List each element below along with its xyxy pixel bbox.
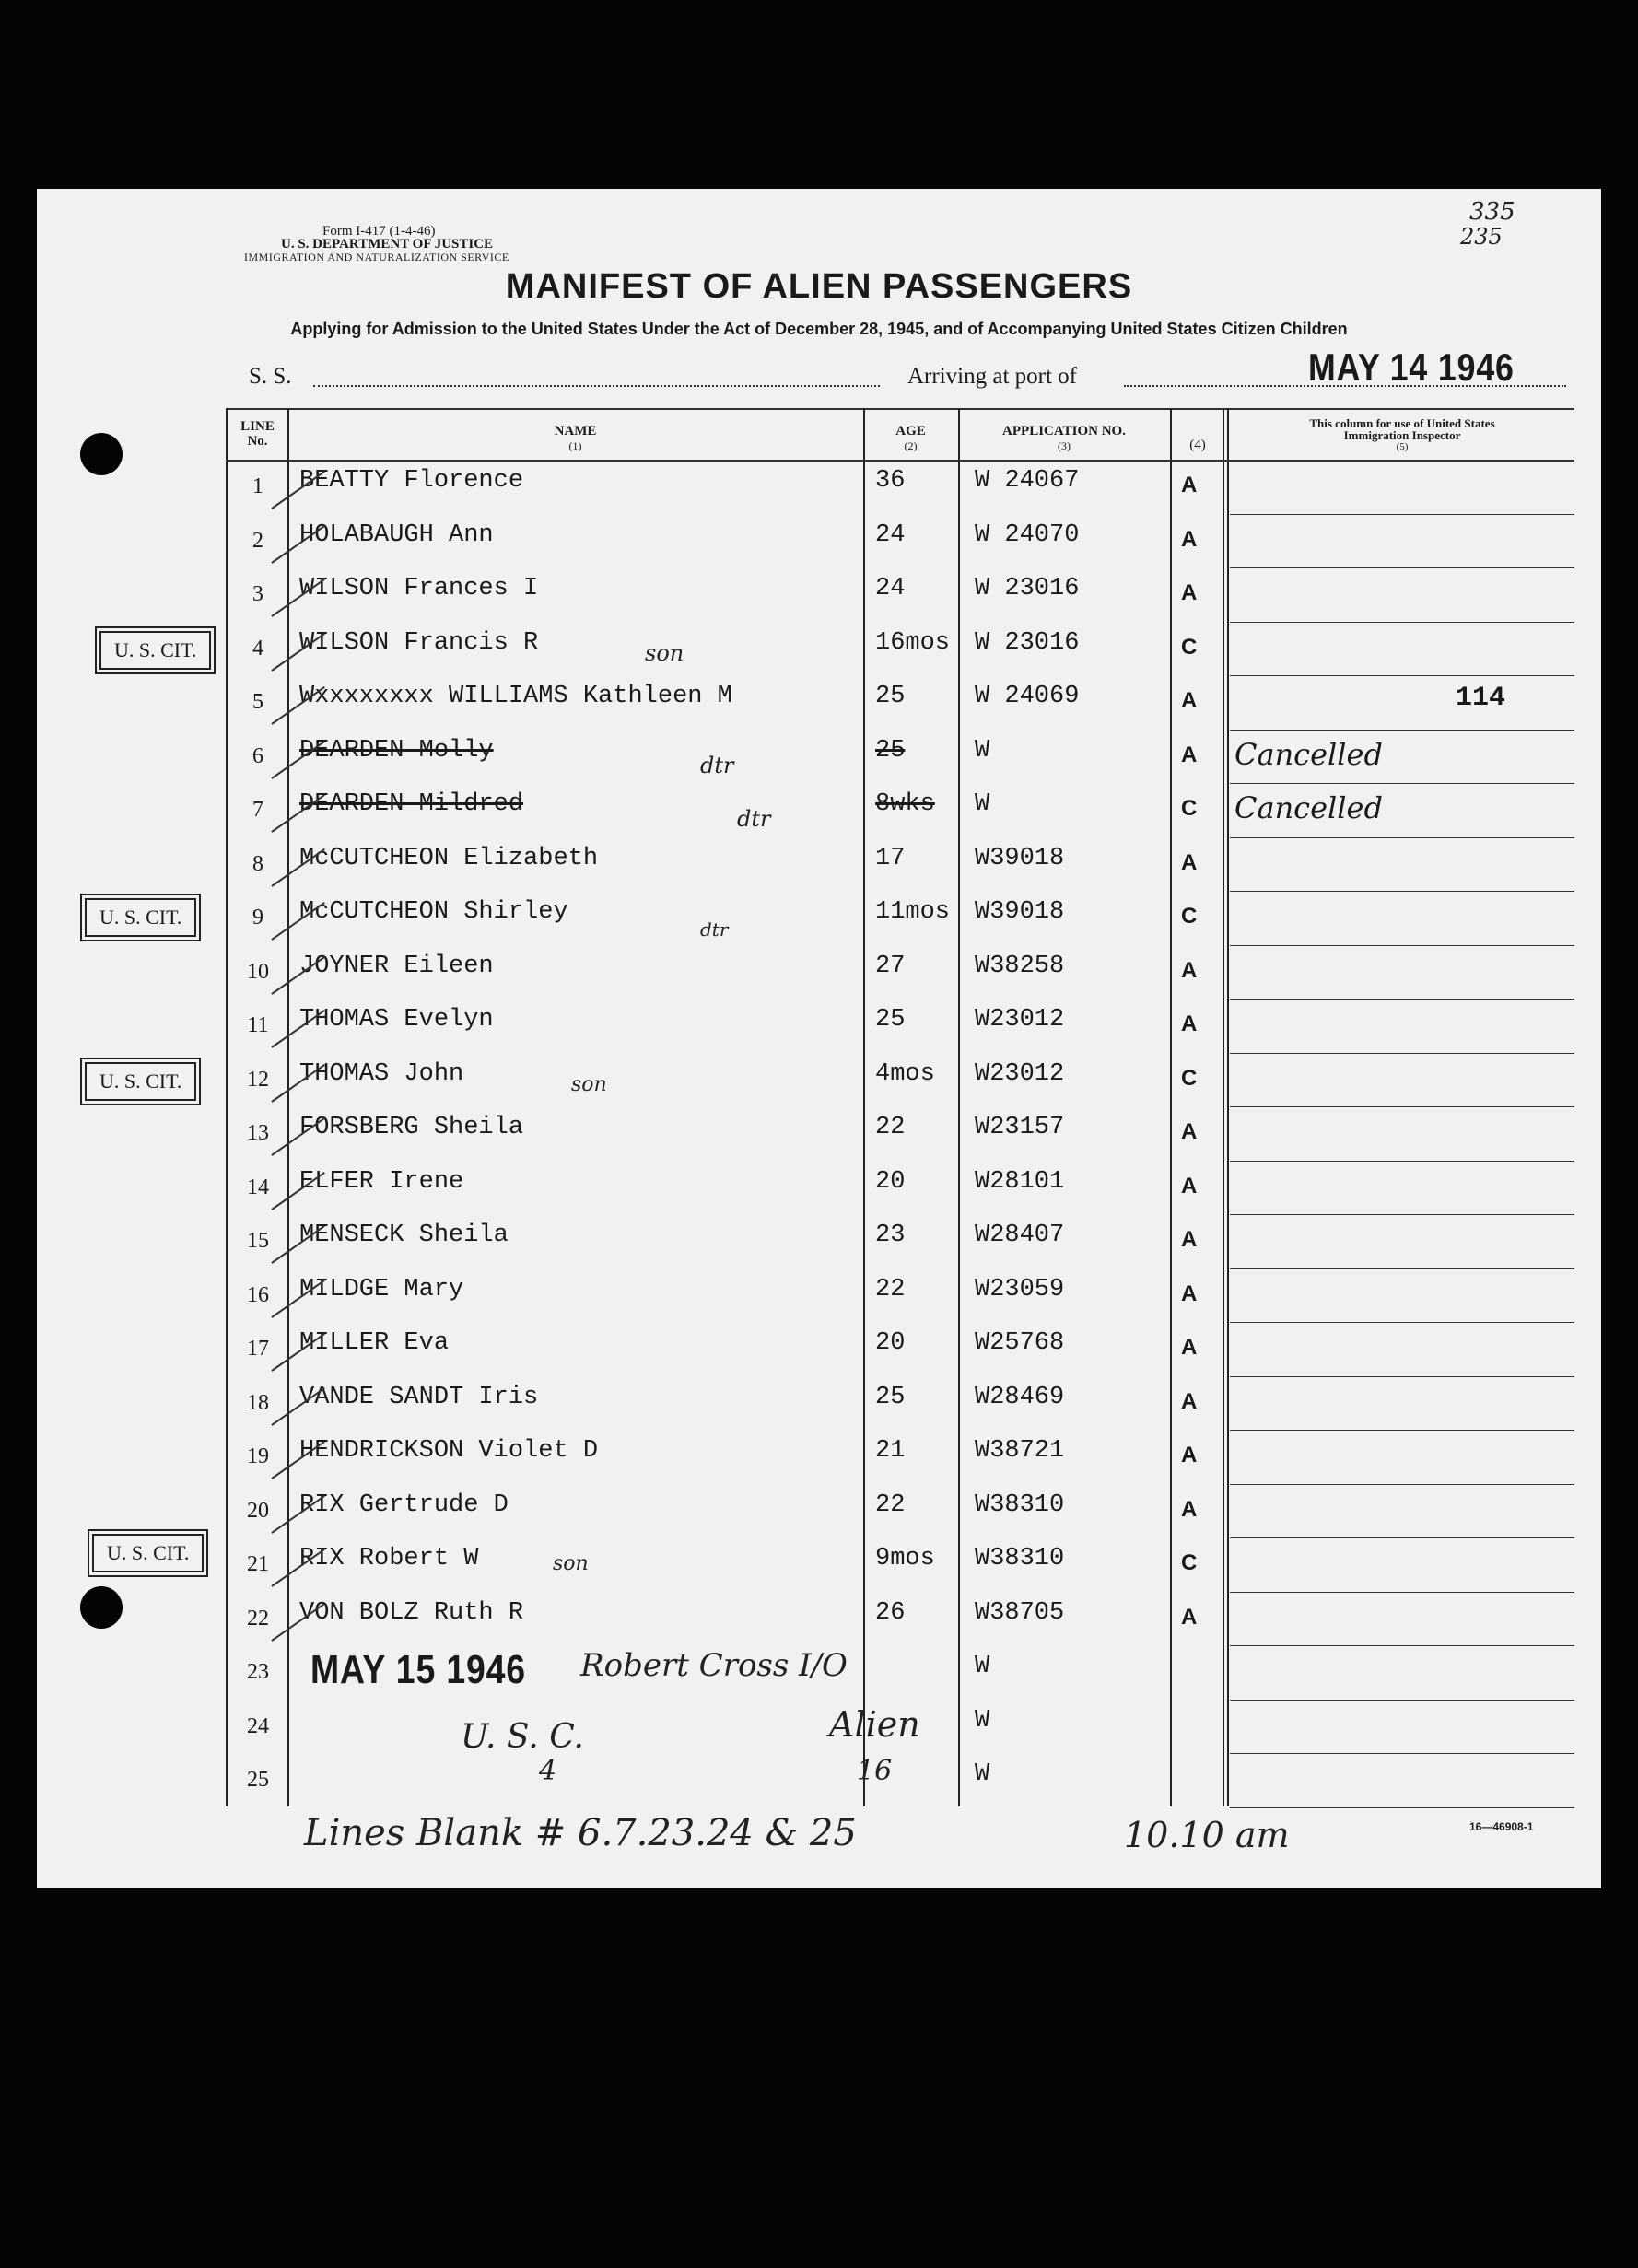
line-number: 6 [252,743,263,768]
line-number: 9 [252,906,263,929]
line-number: 13 [247,1121,269,1145]
status-code: A [1181,1496,1198,1522]
passenger-age: 17 [875,844,906,872]
table-row [37,1703,1601,1757]
passenger-name: DEARDEN Molly [299,736,494,765]
line-number: 25 [247,1768,269,1792]
status-code: C [1181,1550,1198,1575]
status-code: C [1181,796,1198,821]
status-code: A [1181,742,1198,767]
line-number: 23 [247,1660,269,1684]
inspector-signature: Robert Cross I/O [580,1647,848,1684]
application-number: W38310 [975,1545,1065,1572]
inspector-row-rule [1230,1645,1574,1646]
line-number: 11 [247,1013,269,1037]
inspector-row-rule [1230,945,1574,946]
annotation-us-c: U. S. C. [461,1718,584,1756]
inspector-row-rule [1230,1053,1574,1054]
application-number: W 24067 [975,467,1080,495]
passenger-name: JOYNER Eileen [299,952,494,980]
inspector-row-rule [1230,837,1574,838]
col-head-name: NAME (1) [554,424,597,452]
passenger-age: 9mos [875,1545,935,1572]
passenger-name: THOMAS Evelyn [299,1006,494,1034]
footer-code: 16—46908-1 [1469,1820,1534,1833]
application-number: W38310 [975,1491,1065,1519]
passenger-age: 24 [875,575,906,602]
line-number: 20 [247,1498,269,1523]
inspector-row-rule [1230,1322,1574,1323]
col-head-age: AGE (2) [895,424,926,452]
us-cit-stamp: U. S. CIT. [92,1534,204,1572]
line-number: 22 [247,1606,269,1631]
status-code: A [1181,473,1198,497]
inspector-row-rule [1230,1376,1574,1377]
manifest-page [37,189,1601,1888]
col-head-4: (4) [1189,438,1206,452]
passenger-name: HOLABAUGH Ann [299,520,494,549]
status-code: A [1181,1173,1198,1198]
table-row [37,1757,1601,1810]
annotation-lines-blank: Lines Blank # 6.7.23.24 & 25 [304,1812,857,1854]
passenger-name: ELFER Irene [299,1167,464,1196]
passenger-name: McCUTCHEON Shirley [299,898,568,926]
passenger-age: 26 [875,1598,906,1627]
annotation-us-c-count: 4 [539,1755,557,1787]
arrival-date-stamp: MAY 14 1946 [1308,345,1515,389]
application-number: W39018 [975,898,1065,926]
passenger-age: 20 [875,1167,906,1196]
form-subtitle: Applying for Admission to the United States Under the Act of December 28, 1945, and of Accompanying United States Citizen Children [290,320,1348,338]
status-code: A [1181,1388,1198,1414]
application-number: W28101 [975,1167,1065,1196]
boarding-date-stamp: MAY 15 1946 [310,1647,526,1692]
inspector-row-rule [1230,999,1574,1000]
passenger-age: 36 [875,467,906,495]
application-number: W39018 [975,844,1065,872]
status-code: C [1181,1065,1198,1091]
passenger-age: 4mos [875,1059,935,1088]
col-head-app: APPLICATION NO. (3) [1002,424,1126,452]
stamp-number: 335 [1469,198,1515,226]
port-label: Arriving at port of [907,364,1077,389]
passenger-name: DEARDEN Mildred [299,790,524,818]
line-number: 17 [247,1337,269,1361]
inspector-row-rule [1230,891,1574,892]
application-number: W23059 [975,1275,1065,1304]
line-number: 19 [247,1444,269,1468]
department: U. S. DEPARTMENT OF JUSTICE [281,237,494,251]
status-code: A [1181,1119,1198,1144]
application-number: W [975,736,990,765]
passenger-name: HENDRICKSON Violet D [299,1437,599,1465]
inspector-row-rule [1230,783,1574,784]
annotation-dtr: dtr [700,753,734,778]
passenger-name: MILLER Eva [299,1329,450,1357]
passenger-age: 24 [875,520,906,549]
status-code: C [1181,634,1198,660]
inspector-row-rule [1230,1700,1574,1701]
passenger-name: MENSECK Sheila [299,1222,509,1249]
header-bottom-rule [226,460,1574,462]
passenger-name: Wxxxxxxxx WILLIAMS Kathleen M [299,683,732,710]
passenger-age: 25 [875,683,906,710]
inspector-row-rule [1230,1106,1574,1107]
application-number: W38721 [975,1437,1065,1465]
passenger-age: 20 [875,1329,906,1357]
line-number: 10 [247,959,269,984]
application-number: W [975,1706,990,1735]
inspector-row-rule [1230,1753,1574,1754]
passenger-name: RIX Robert W [299,1545,479,1572]
application-number: W 24070 [975,520,1080,549]
passenger-name: McCUTCHEON Elizabeth [299,844,599,872]
inspector-row-rule [1230,1161,1574,1162]
application-number: W23012 [975,1006,1065,1034]
inspector-note: 114 [1456,683,1506,714]
application-number: W28407 [975,1222,1065,1249]
inspector-row-rule [1230,622,1574,623]
inspector-row-rule [1230,514,1574,515]
passenger-name: WILSON Frances I [299,575,539,602]
passenger-name: VANDE SANDT Iris [299,1383,539,1411]
passenger-age: 25 [875,1383,906,1411]
passenger-age: 25 [875,1006,906,1034]
line-number: 14 [247,1175,269,1199]
line-number: 2 [252,528,263,553]
status-code: A [1181,1443,1198,1467]
us-cit-stamp: U. S. CIT. [99,631,211,670]
passenger-name: WILSON Francis R [299,628,539,657]
inspector-row-rule [1230,1268,1574,1269]
status-code: A [1181,526,1198,552]
service: IMMIGRATION AND NATURALIZATION SERVICE [244,251,509,263]
annotation-son: son [571,1073,607,1096]
line-number: 24 [247,1713,269,1738]
status-code: A [1181,1280,1198,1306]
inspector-row-rule [1230,1430,1574,1431]
line-number: 3 [252,582,263,606]
application-number: W23157 [975,1114,1065,1141]
inspector-row-rule [1230,1807,1574,1808]
annotation-dtr: dtr [737,806,771,832]
status-code: A [1181,1227,1198,1252]
passenger-age: 21 [875,1437,906,1465]
passenger-age: 22 [875,1275,906,1304]
line-number: 5 [252,690,263,714]
passenger-age: 8wks [875,790,935,818]
annotation-son: son [645,640,684,666]
annotation-son: son [553,1552,589,1575]
inspector-row-rule [1230,675,1574,676]
inspector-row-rule [1230,567,1574,568]
application-number: W 24069 [975,683,1080,710]
status-code: A [1181,580,1198,605]
inspector-row-rule [1230,1592,1574,1593]
application-number: W [975,790,990,818]
us-cit-stamp: U. S. CIT. [85,898,196,937]
form-title: MANIFEST OF ALIEN PASSENGERS [505,267,1133,306]
status-code: A [1181,1335,1198,1360]
status-code: A [1181,688,1198,713]
inspector-row-rule [1230,1214,1574,1215]
us-cit-stamp: U. S. CIT. [85,1062,196,1101]
application-number: W 23016 [975,628,1080,657]
table-top-rule [226,408,1574,410]
passenger-name: FORSBERG Sheila [299,1114,524,1141]
status-code: A [1181,1604,1198,1630]
inspector-row-rule [1230,730,1574,731]
inspector-note: Cancelled [1234,736,1383,772]
application-number: W38705 [975,1598,1065,1627]
form-id: Form I-417 (1-4-46) [322,224,436,239]
annotation-time: 10.10 am [1124,1815,1290,1855]
line-number: 1 [252,474,263,498]
ss-field[interactable] [313,385,880,387]
line-number: 16 [247,1282,269,1307]
passenger-age: 23 [875,1222,906,1249]
ss-label: S. S. [249,364,292,389]
application-number: W [975,1760,990,1788]
line-number: 18 [247,1390,269,1415]
application-number: W23012 [975,1059,1065,1088]
annotation-alien-count: 16 [857,1755,893,1787]
inspector-row-rule [1230,1484,1574,1485]
passenger-age: 11mos [875,898,951,926]
status-code: A [1181,1011,1198,1036]
application-number: W28469 [975,1383,1065,1411]
annotation-dtr: dtr [700,918,729,941]
status-code: A [1181,957,1198,983]
line-number: 21 [247,1552,269,1576]
application-number: W38258 [975,952,1065,980]
line-number: 8 [252,851,263,876]
line-number: 12 [247,1067,269,1092]
status-code: A [1181,849,1198,875]
annotation-alien: Alien [829,1704,920,1745]
passenger-age: 22 [875,1114,906,1141]
application-number: W 23016 [975,575,1080,602]
application-number: W [975,1653,990,1680]
line-number: 15 [247,1229,269,1253]
passenger-age: 25 [875,736,906,765]
line-number: 7 [252,798,263,822]
passenger-age: 27 [875,952,906,980]
inspector-row-rule [1230,1537,1574,1538]
passenger-name: VON BOLZ Ruth R [299,1598,524,1627]
status-code: C [1181,904,1198,929]
passenger-name: RIX Gertrude D [299,1491,509,1519]
passenger-age: 22 [875,1491,906,1519]
passenger-name: MILDGE Mary [299,1275,464,1304]
written-number: 235 [1460,224,1503,250]
passenger-age: 16mos [875,628,951,657]
passenger-name: BEATTY Florence [299,467,524,495]
inspector-note: Cancelled [1234,790,1383,825]
application-number: W25768 [975,1329,1065,1357]
line-number: 4 [252,636,263,661]
col-head-inspector: This column for use of United States Immigration Inspector (5) [1309,416,1495,452]
col-head-line: LINE No. [240,419,275,449]
passenger-name: THOMAS John [299,1059,464,1088]
